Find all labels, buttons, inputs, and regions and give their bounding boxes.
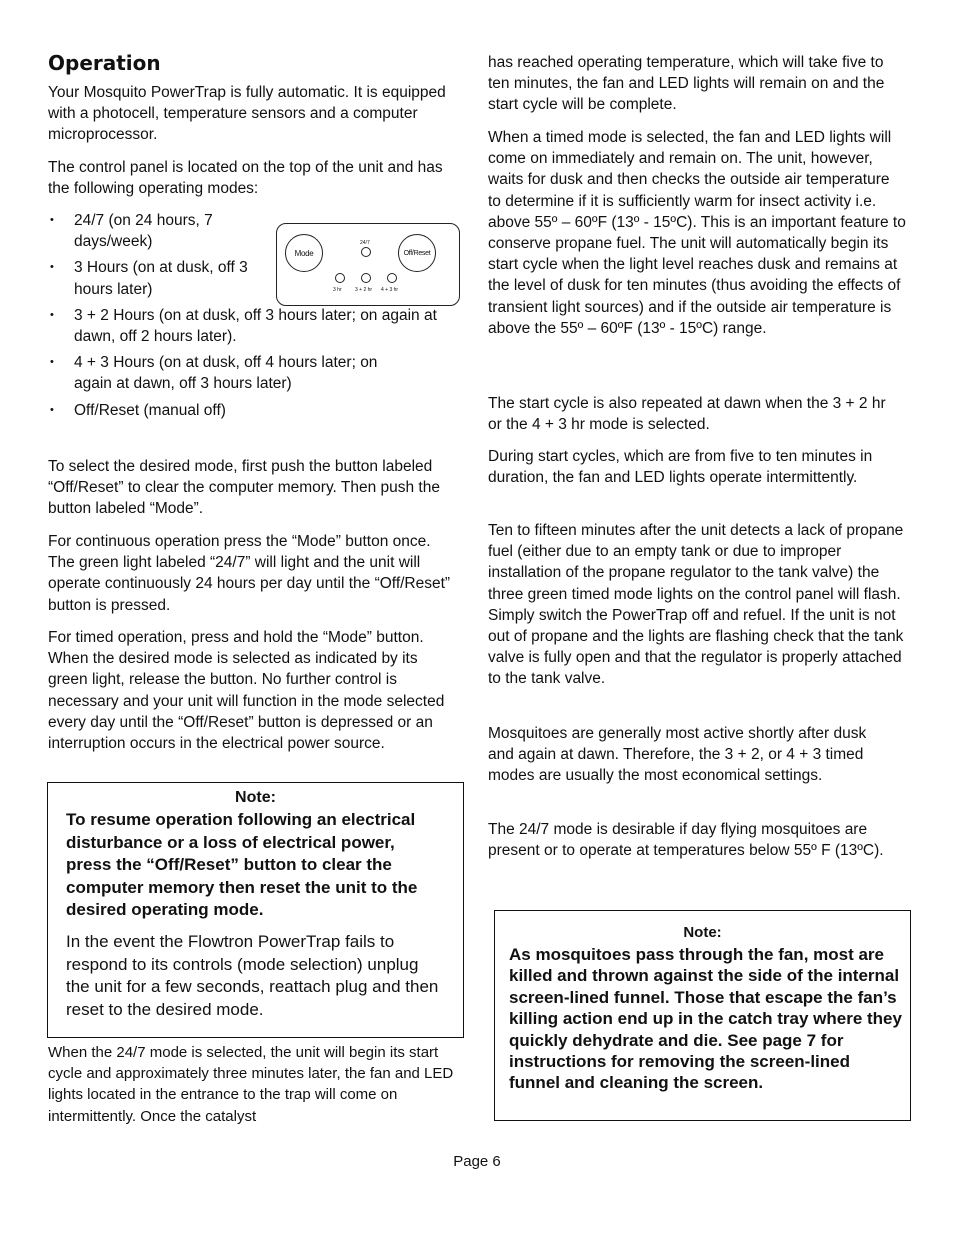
control-panel-illustration xyxy=(276,223,460,306)
mode-item-4-plus-3: • 4 + 3 Hours (on at dusk, off 4 hours later; on again at dawn, off 3 hours later) xyxy=(48,352,414,394)
select-mode-paragraph: To select the desired mode, first push the button labeled “Off/Reset” to clear the computer memory. Then push the button labeled “Mode”. xyxy=(48,458,440,518)
led-24-7-icon xyxy=(361,247,371,257)
page-number: Page 6 xyxy=(453,1153,501,1170)
led-4-3hr-icon xyxy=(387,273,397,283)
led-label-24-7: 24/7 xyxy=(360,240,370,246)
timed-operation-paragraph: For timed operation, press and hold the “Mode” button. When the desired mode is selected as indicated by its green light, release the button. No further control is necessary and your unit will function in the mode selected every day until the “Off/Reset” button is depressed or an interruption occurs in the electrical power source. xyxy=(48,629,445,753)
control-panel-paragraph: The control panel is located on the top of the unit and has the following operating modes: xyxy=(48,159,443,198)
mode-button-drawing: Mode xyxy=(285,234,323,272)
timed-mode-paragraph: When a timed mode is selected, the fan and LED lights will come on immediately and remain on. The unit, however, waits for dusk and then checks the outside air temperature to determine if it is sufficiently warm for insect activity i.e. above 55º – 60ºF (13º - 15ºC). This is an important feature to conserve propane fuel. The unit will automatically begin its start cycle when the light level reaches dusk and remains at the level of dusk for ten minutes (thus avoiding the effects of transient light sources) and if the outside air temperature is above the 55º – 60ºF (13º - 15ºC) range. xyxy=(488,129,906,337)
note-bold-text-right: As mosquitoes pass through the fan, most are killed and thrown against the side of the internal screen-lined funnel. Those that escape the fan’s killing action end up in the catch tray where they quickly dehydrate and die. See page 7 for instructions for removing the screen-lined funnel and cleaning the screen. xyxy=(509,945,902,1093)
continuous-operation-paragraph: For continuous operation press the “Mode” button once. The green light labeled “24/7” will light and the unit will operate continuously 24 hours per day until the “Off/Reset” button is pressed. xyxy=(48,533,451,614)
note-title: Note: xyxy=(235,789,276,806)
mode-item-off-reset: • Off/Reset (manual off) xyxy=(48,400,414,421)
mosquito-activity-paragraph: Mosquitoes are generally most active shortly after dusk and again at dawn. Therefore, the 3 + 2, or 4 + 3 timed modes are usually the most economical settings. xyxy=(488,725,867,785)
reset-button-drawing: Off/Reset xyxy=(398,234,436,272)
led-label-3-2hr: 3 + 2 hr xyxy=(355,287,373,293)
section-heading: Operation xyxy=(48,51,161,75)
start-cycle-paragraph: When the 24/7 mode is selected, the unit will begin its start cycle and approximately three minutes later, the fan and LED lights located in the entrance to the trap will come on intermittently. Once the catalyst xyxy=(48,1044,454,1125)
mode-item-3-plus-2: • 3 + 2 Hours (on at dusk, off 3 hours later; on again at dawn, off 2 hours later). xyxy=(48,305,444,347)
note-box-left xyxy=(47,782,464,1038)
propane-paragraph: Ten to fifteen minutes after the unit detects a lack of propane fuel (either due to an empty tank or due to improper installation of the propane regulator to the tank valve) the three green timed mode lights on the control panel will flash. Simply switch the PowerTrap off and refuel. If the unit is not out of propane and the lights are flashing check that the tank valve is fully open and that the regulator is properly attached to the tank valve. xyxy=(488,522,904,688)
mode-item-24-7: • 24/7 (on 24 hours, 7 days/week) xyxy=(48,210,274,252)
note-bold-text: To resume operation following an electrical disturbance or a loss of electrical power, press the “Off/Reset” button to clear the computer memory then reset the unit to the desired operating mode. xyxy=(66,810,418,920)
led-label-4-3hr: 4 + 3 hr xyxy=(381,287,399,293)
operating-temperature-paragraph: has reached operating temperature, which will take five to ten minutes, the fan and LED lights will remain on and the start cycle will be complete. xyxy=(488,54,885,114)
note-box-right xyxy=(494,910,911,1121)
note-title-right: Note: xyxy=(683,924,722,941)
day-flying-paragraph: The 24/7 mode is desirable if day flying mosquitoes are present or to operate at temperatures below 55º F (13ºC). xyxy=(488,821,884,860)
led-label-3hr: 3 hr xyxy=(333,287,342,293)
note-body-text: In the event the Flowtron PowerTrap fails to respond to its controls (mode selection) unplug the unit for a few seconds, reattach plug and then reset to the desired mode. xyxy=(66,931,439,1019)
dawn-cycle-paragraph: The start cycle is also repeated at dawn when the 3 + 2 hr or the 4 + 3 hr mode is selected. xyxy=(488,395,886,434)
led-3-2hr-icon xyxy=(361,273,371,283)
led-3hr-icon xyxy=(335,273,345,283)
mode-item-3-hours: • 3 Hours (on at dusk, off 3 hours later) xyxy=(48,257,274,299)
start-cycle-duration-paragraph: During start cycles, which are from five to ten minutes in duration, the fan and LED lights operate intermittently. xyxy=(488,448,873,487)
intro-paragraph: Your Mosquito PowerTrap is fully automatic. It is equipped with a photocell, temperature sensors and a computer microprocessor. xyxy=(48,84,446,144)
